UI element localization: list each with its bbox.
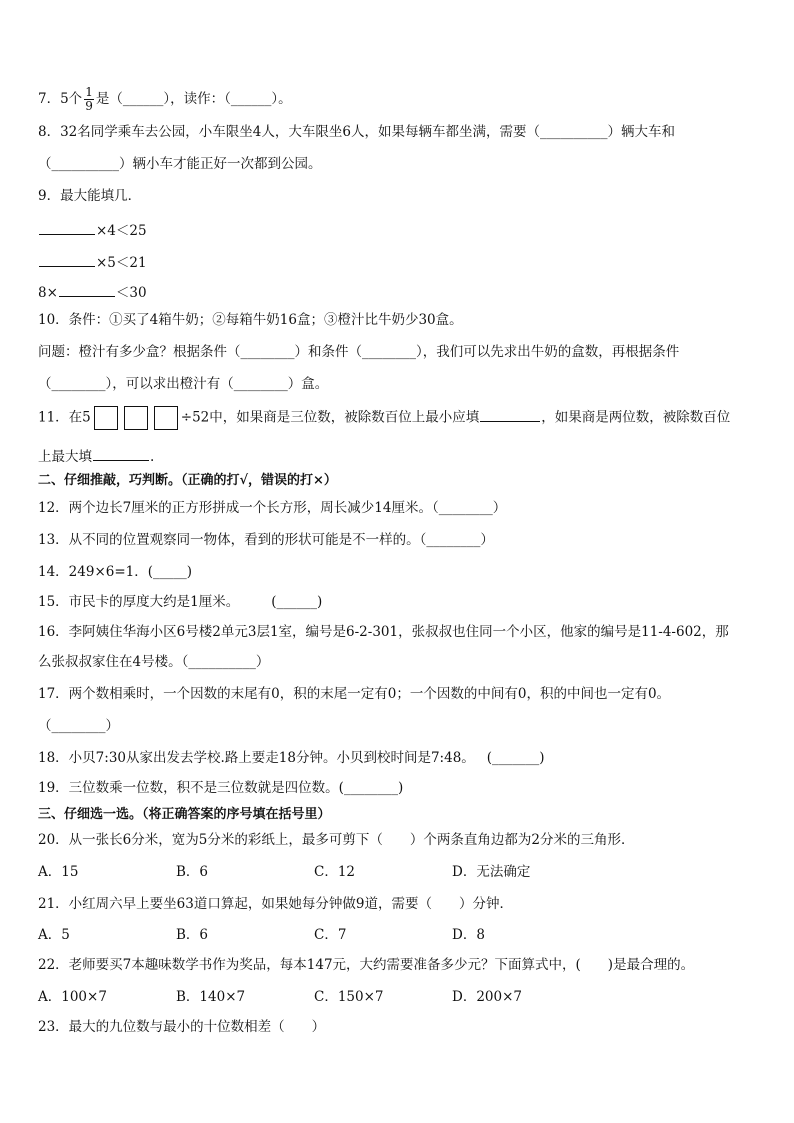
- question-11-line-1: [38, 406, 730, 430]
- option-c[interactable]: C．150×7: [314, 989, 384, 1005]
- question-21: 21．小红周六早上要坐63道口算起，如果她每分钟做9道，需要（ ）分钟．: [38, 896, 513, 912]
- question-9-expr-3: [38, 284, 147, 301]
- expr-text: ×5＜21: [96, 255, 147, 271]
- fraction-one-ninth: [84, 86, 94, 113]
- q11-text: ÷52中，如果商是三位数，被除数百位上最小应填: [180, 409, 480, 426]
- question-13: 13．从不同的位置观察同一物体，看到的形状可能是不一样的。（________）: [38, 532, 494, 548]
- question-10-line-2: 问题：橙汁有多少盒？根据条件（________）和条件（________），我们可以先求出牛奶的盒数，再根据条件: [38, 344, 680, 360]
- q11-prefix: 11．在5: [38, 409, 91, 426]
- question-20-options: [38, 866, 590, 880]
- option-d[interactable]: D．无法确定: [452, 864, 531, 880]
- q15-text: 15．市民卡的厚度大约是1厘米。: [38, 594, 240, 610]
- digit-box[interactable]: [124, 406, 148, 430]
- question-10-line-3: （________），可以求出橙汁有（________）盒。: [38, 376, 329, 392]
- question-7: [38, 86, 292, 113]
- q15-paren: (______): [271, 594, 323, 610]
- question-14: 14．249×6=1．(_____): [38, 564, 193, 580]
- question-18: [38, 752, 545, 766]
- question-8-line-2: （__________）辆小车才能正好一次都到公园。: [38, 156, 322, 172]
- q11-line2-suffix: .: [150, 449, 155, 465]
- answer-blank[interactable]: [39, 254, 95, 267]
- q18-paren: (_______): [486, 750, 545, 766]
- answer-blank[interactable]: [39, 222, 95, 235]
- question-8-line-1: 8．32名同学乘车去公园，小车限坐4人，大车限坐6人，如果每辆车都坐满，需要（__________）辆大车和: [38, 124, 675, 140]
- option-b[interactable]: B．6: [176, 927, 209, 943]
- expr-prefix: 8×: [38, 285, 58, 301]
- digit-box[interactable]: [154, 406, 178, 430]
- option-c[interactable]: C．7: [314, 927, 347, 943]
- option-d[interactable]: D．8: [452, 927, 485, 943]
- digit-box[interactable]: [94, 406, 118, 430]
- q11-text-2: ，如果商是两位数，被除数百位: [541, 409, 731, 426]
- fraction-numerator: 1: [85, 85, 93, 99]
- question-20: 20．从一张长6分米，宽为5分米的彩纸上，最多可剪下（ ）个两条直角边都为2分米的三角形．: [38, 832, 635, 848]
- q11-line2-prefix: 上最大填: [38, 449, 92, 465]
- question-16-line-1: 16．李阿姨住华海小区6号楼2单元3层1室，编号是6-2-301，张叔叔也住同一个小区，他家的编号是11-4-602，那: [38, 624, 729, 640]
- section-2-heading: 二、仔细推敲，巧判断。（正确的打√，错误的打×）: [38, 473, 337, 488]
- question-12: 12．两个边长7厘米的正方形拼成一个长方形，周长减少14厘米。（________）: [38, 500, 507, 516]
- section-3-heading: 三、仔细选一选。（将正确答案的序号填在括号里）: [38, 807, 331, 822]
- option-b[interactable]: B．6: [176, 864, 209, 880]
- option-a[interactable]: A．100×7: [38, 989, 107, 1005]
- question-23: 23．最大的九位数与最小的十位数相差（ ）: [38, 1019, 326, 1035]
- answer-blank[interactable]: [480, 409, 540, 422]
- question-9-expr-2: [38, 254, 147, 271]
- question-15: [38, 596, 322, 610]
- option-a[interactable]: A．5: [38, 927, 70, 943]
- q18-text: 18．小贝7:30从家出发去学校.路上要走18分钟。小贝到校时间是7:48。: [38, 750, 475, 766]
- q7-text: 是（______），读作：（______）。: [95, 91, 292, 108]
- question-17-line-1: 17．两个数相乘时，一个因数的末尾有0，积的末尾一定有0；一个因数的中间有0，积的中间也一定有0。: [38, 686, 671, 702]
- question-19: 19．三位数乘一位数，积不是三位数就是四位数。(________): [38, 780, 404, 796]
- option-d[interactable]: D．200×7: [452, 989, 522, 1005]
- question-9-expr-1: [38, 222, 147, 239]
- question-22: 22．老师要买7本趣味数学书作为奖品，每本147元，大约需要准备多少元？下面算式中，( )是最合理的。: [38, 957, 695, 973]
- question-16-line-2: 么张叔叔家住在4号楼。（__________）: [38, 654, 270, 670]
- question-10-line-1: 10．条件：①买了4箱牛奶；②每箱牛奶16盒；③橙汁比牛奶少30盒。: [38, 312, 463, 328]
- expr-suffix: ＜30: [115, 285, 147, 301]
- option-a[interactable]: A．15: [38, 864, 79, 880]
- option-b[interactable]: B．140×7: [176, 989, 246, 1005]
- q7-prefix: 7．5个: [38, 91, 83, 108]
- answer-blank[interactable]: [59, 284, 115, 297]
- question-21-options: [38, 929, 590, 943]
- question-17-line-2: （________）: [38, 718, 119, 734]
- answer-blank[interactable]: [93, 448, 149, 461]
- option-c[interactable]: C．12: [314, 864, 356, 880]
- question-9-title: 9．最大能填几．: [38, 188, 142, 204]
- expr-text: ×4＜25: [96, 223, 147, 239]
- fraction-denominator: 9: [85, 99, 93, 114]
- question-11-line-2: [38, 448, 154, 465]
- question-22-options: [38, 991, 590, 1005]
